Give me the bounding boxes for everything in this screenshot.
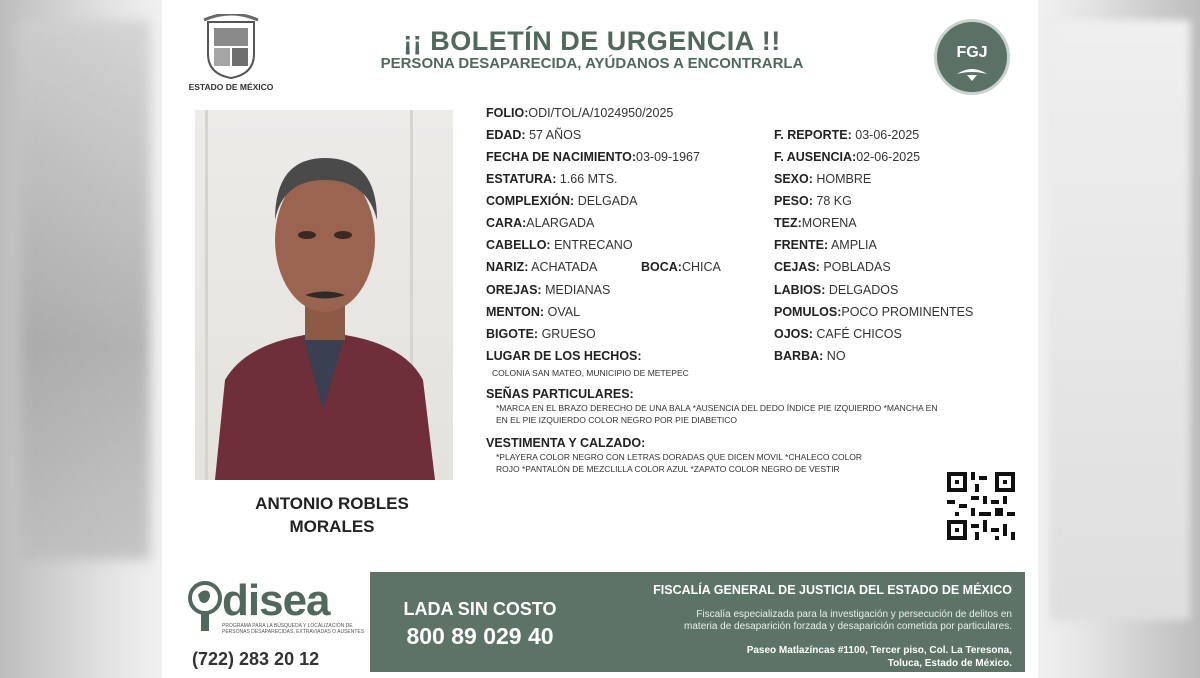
labios-value: DELGADOS <box>828 283 899 297</box>
reporte-value: 03-06-2025 <box>855 128 920 142</box>
fiscalia-desc-line1: Fiscalía especializada para la investigación y persecución de delitos en <box>696 609 1012 620</box>
estatura-value: 1.66 MTS. <box>559 172 618 186</box>
fiscalia-description <box>582 609 1012 633</box>
odisea-phone: (722) 283 20 12 <box>192 649 320 669</box>
background-blur-left <box>20 20 150 560</box>
orejas-label: OREJAS: <box>486 283 542 297</box>
tez-label: TEZ: <box>774 216 802 230</box>
background-blur-right <box>1050 20 1190 620</box>
field-ojos <box>774 327 902 341</box>
field-fecha-nacimiento <box>486 150 700 164</box>
field-pomulos <box>774 305 973 319</box>
cara-value: ALARGADA <box>526 216 595 230</box>
peso-value: 78 KG <box>816 194 852 208</box>
peso-label: PESO: <box>774 194 813 208</box>
folio-value: ODI/TOL/A/1024950/2025 <box>528 106 674 120</box>
orejas-value: MEDIANAS <box>545 283 611 297</box>
missing-person-bulletin <box>162 0 1038 678</box>
nac-value: 03-09-1967 <box>636 150 700 164</box>
field-menton <box>486 305 580 319</box>
edad-value: 57 AÑOS <box>529 128 582 142</box>
menton-label: MENTON: <box>486 305 545 319</box>
pomulos-value: POCO PROMINENTES <box>841 305 974 319</box>
field-orejas <box>486 283 610 297</box>
person-name-line1: ANTONIO ROBLES <box>255 494 409 513</box>
odisea-description: PROGRAMA PARA LA BÚSQUEDA Y LOCALIZACIÓN DE PERSONAS DESAPARECIDAS, EXTRAVIADAS O AUSENTES <box>222 623 365 635</box>
page-title: ¡¡ BOLETÍN DE URGENCIA !! <box>403 26 781 56</box>
sexo-value: HOMBRE <box>816 172 872 186</box>
field-tez <box>774 216 857 230</box>
vestimenta-line2: ROJO *PANTALÓN DE MEZCLILLA COLOR AZUL *ZAPATO COLOR NEGRO DE VESTIR <box>496 464 840 474</box>
field-cabello <box>486 238 633 252</box>
field-edad <box>486 128 581 142</box>
cejas-value: POBLADAS <box>823 260 891 274</box>
cara-label: CARA: <box>486 216 527 230</box>
barba-label: BARBA: <box>774 349 824 363</box>
odisea-logo-icon <box>188 581 222 633</box>
menton-value: OVAL <box>547 305 581 319</box>
edad-label: EDAD: <box>486 128 526 142</box>
estatura-label: ESTATURA: <box>486 172 557 186</box>
vestimenta-heading: VESTIMENTA Y CALZADO: <box>486 436 646 450</box>
field-ausencia <box>774 150 920 164</box>
qr-code-icon <box>947 472 1015 540</box>
fgj-label: FGJ <box>956 44 988 61</box>
field-folio <box>486 106 673 120</box>
fiscalia-desc-line2: materia de desaparición forzada y desaparición cometida por particulares. <box>684 621 1012 632</box>
folio-label: FOLIO: <box>486 106 529 120</box>
boca-label: BOCA: <box>641 260 682 274</box>
nac-label: FECHA DE NACIMIENTO: <box>486 150 636 164</box>
bigote-label: BIGOTE: <box>486 327 539 341</box>
frente-value: AMPLIA <box>830 238 877 252</box>
fgj-logo-icon <box>934 19 1010 95</box>
page-subtitle: PERSONA DESAPARECIDA, AYÚDANOS A ENCONTRARLA <box>380 55 804 72</box>
complexion-label: COMPLEXIÓN: <box>486 194 575 208</box>
nariz-label: NARIZ: <box>486 260 529 274</box>
seal-label: ESTADO DE MÉXICO <box>188 82 274 92</box>
lugar-label: LUGAR DE LOS HECHOS: <box>486 349 642 363</box>
state-seal-icon <box>200 14 262 80</box>
cabello-label: CABELLO: <box>486 238 551 252</box>
person-name <box>192 492 472 538</box>
lugar-value: COLONIA SAN MATEO, MUNICIPIO DE METEPEC <box>492 368 689 378</box>
person-photo <box>195 110 453 480</box>
ausencia-label: F. AUSENCIA: <box>774 150 857 164</box>
pomulos-label: POMULOS: <box>774 305 842 319</box>
reporte-label: F. REPORTE: <box>774 128 852 142</box>
senas-line1: *MARCA EN EL BRAZO DERECHO DE UNA BALA *AUSENCIA DEL DEDO ÍNDICE PIE IZQUIERDO *MANCHA EN <box>496 403 938 413</box>
person-photo-image <box>195 110 453 480</box>
lada-label: LADA SIN COSTO <box>403 599 557 619</box>
address-line1: Paseo Matlazíncas #1100, Tercer piso, Col. La Teresona, <box>746 645 1012 656</box>
fiscalia-title: FISCALÍA GENERAL DE JUSTICIA DEL ESTADO DE MÉXICO <box>653 583 1012 597</box>
ausencia-value: 02-06-2025 <box>856 150 921 164</box>
frente-label: FRENTE: <box>774 238 829 252</box>
complexion-value: DELGADA <box>577 194 638 208</box>
person-name-line2: MORALES <box>289 517 375 536</box>
field-frente <box>774 238 877 252</box>
field-boca <box>641 260 721 274</box>
field-barba <box>774 349 846 363</box>
vestimenta-line1: *PLAYERA COLOR NEGRO CON LETRAS DORADAS QUE DICEN MOVIL *CHALECO COLOR <box>496 452 863 462</box>
field-estatura <box>486 172 618 186</box>
field-labios <box>774 283 898 297</box>
sexo-label: SEXO: <box>774 172 813 186</box>
lada-number: 800 89 029 40 <box>406 623 554 649</box>
cejas-label: CEJAS: <box>774 260 820 274</box>
field-nariz <box>486 260 597 274</box>
field-sexo <box>774 172 871 186</box>
eagle-icon <box>955 66 989 82</box>
field-complexion <box>486 194 637 208</box>
cabello-value: ENTRECANO <box>554 238 633 252</box>
field-reporte <box>774 128 919 142</box>
field-lugar-label <box>486 349 642 363</box>
ojos-label: OJOS: <box>774 327 813 341</box>
ojos-value: CAFÉ CHICOS <box>816 327 902 341</box>
field-cara <box>486 216 594 230</box>
field-bigote <box>486 327 596 341</box>
bigote-value: GRUESO <box>541 327 596 341</box>
nariz-value: ACHATADA <box>531 260 598 274</box>
tez-value: MORENA <box>801 216 857 230</box>
senas-heading: SEÑAS PARTICULARES: <box>486 387 634 401</box>
address-line2: Toluca, Estado de México. <box>887 658 1012 669</box>
field-cejas <box>774 260 891 274</box>
field-peso <box>774 194 852 208</box>
senas-line2: EN EL PIE IZQUIERDO COLOR NEGRO POR PIE DIABETICO <box>496 415 738 425</box>
labios-label: LABIOS: <box>774 283 826 297</box>
boca-value: CHICA <box>681 260 721 274</box>
odisea-name: disea <box>222 576 330 625</box>
fiscalia-address <box>582 644 1012 670</box>
barba-value: NO <box>826 349 846 363</box>
